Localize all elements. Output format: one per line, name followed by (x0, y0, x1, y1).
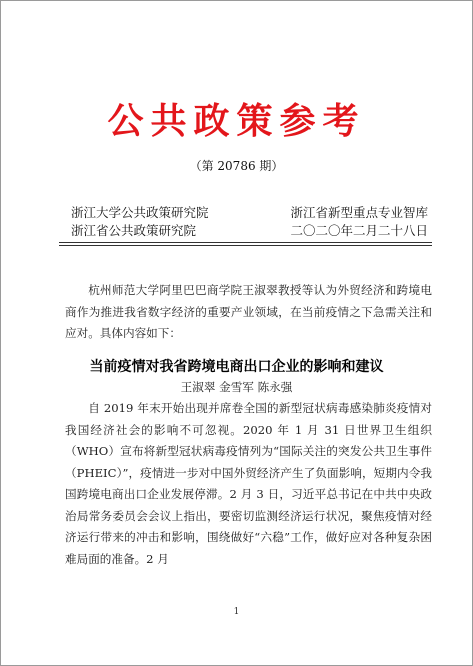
institution-left-2: 浙江省公共政策研究院 (71, 223, 197, 238)
page-number: 1 (233, 607, 240, 617)
institution-right-1: 浙江省新型重点专业智库 (290, 205, 428, 220)
institution-left-1: 浙江大学公共政策研究院 (71, 205, 209, 220)
masthead-title: 公共政策参考 (107, 100, 366, 142)
header-divider-bottom (59, 245, 432, 246)
issue-number: （第 20786 期） (189, 159, 284, 173)
article-body-paragraph: 自 2019 年末开始出现并席卷全国的新型冠状病毒感染肺炎疫情对我国经济社会的影响不可忽视。2020 年 1 月 31 日世界卫生组织（WHO）宣布将新型冠状病毒疫情列为“国际关注的突发公共卫生事件（PHEIC）”，疫情进一步对中国外贸经济产生了负面影响，短期内令我国跨境电商出口企业发展停滞。2 月 3 日，习近平总书记在中共中央政治局常务委员会会议上指出，要密切监测经济运行状况，聚焦疫情对经济运行带来的冲击和影响，围绕做好“六稳”工作，做好应对各种复杂困难局面的准备。2 月 (65, 401, 432, 566)
header-divider-top (59, 242, 432, 243)
publish-date: 二〇二〇年二月二十八日 (290, 223, 428, 238)
article-title: 当前疫情对我省跨境电商出口企业的影响和建议 (89, 359, 384, 375)
article-authors: 王淑翠 金雪军 陈永强 (180, 380, 293, 394)
intro-paragraph: 杭州师范大学阿里巴巴商学院王淑翠教授等认为外贸经济和跨境电商作为推进我省数字经济的重要产业领域，在当前疫情之下急需关注和应对。具体内容如下： (65, 283, 432, 340)
